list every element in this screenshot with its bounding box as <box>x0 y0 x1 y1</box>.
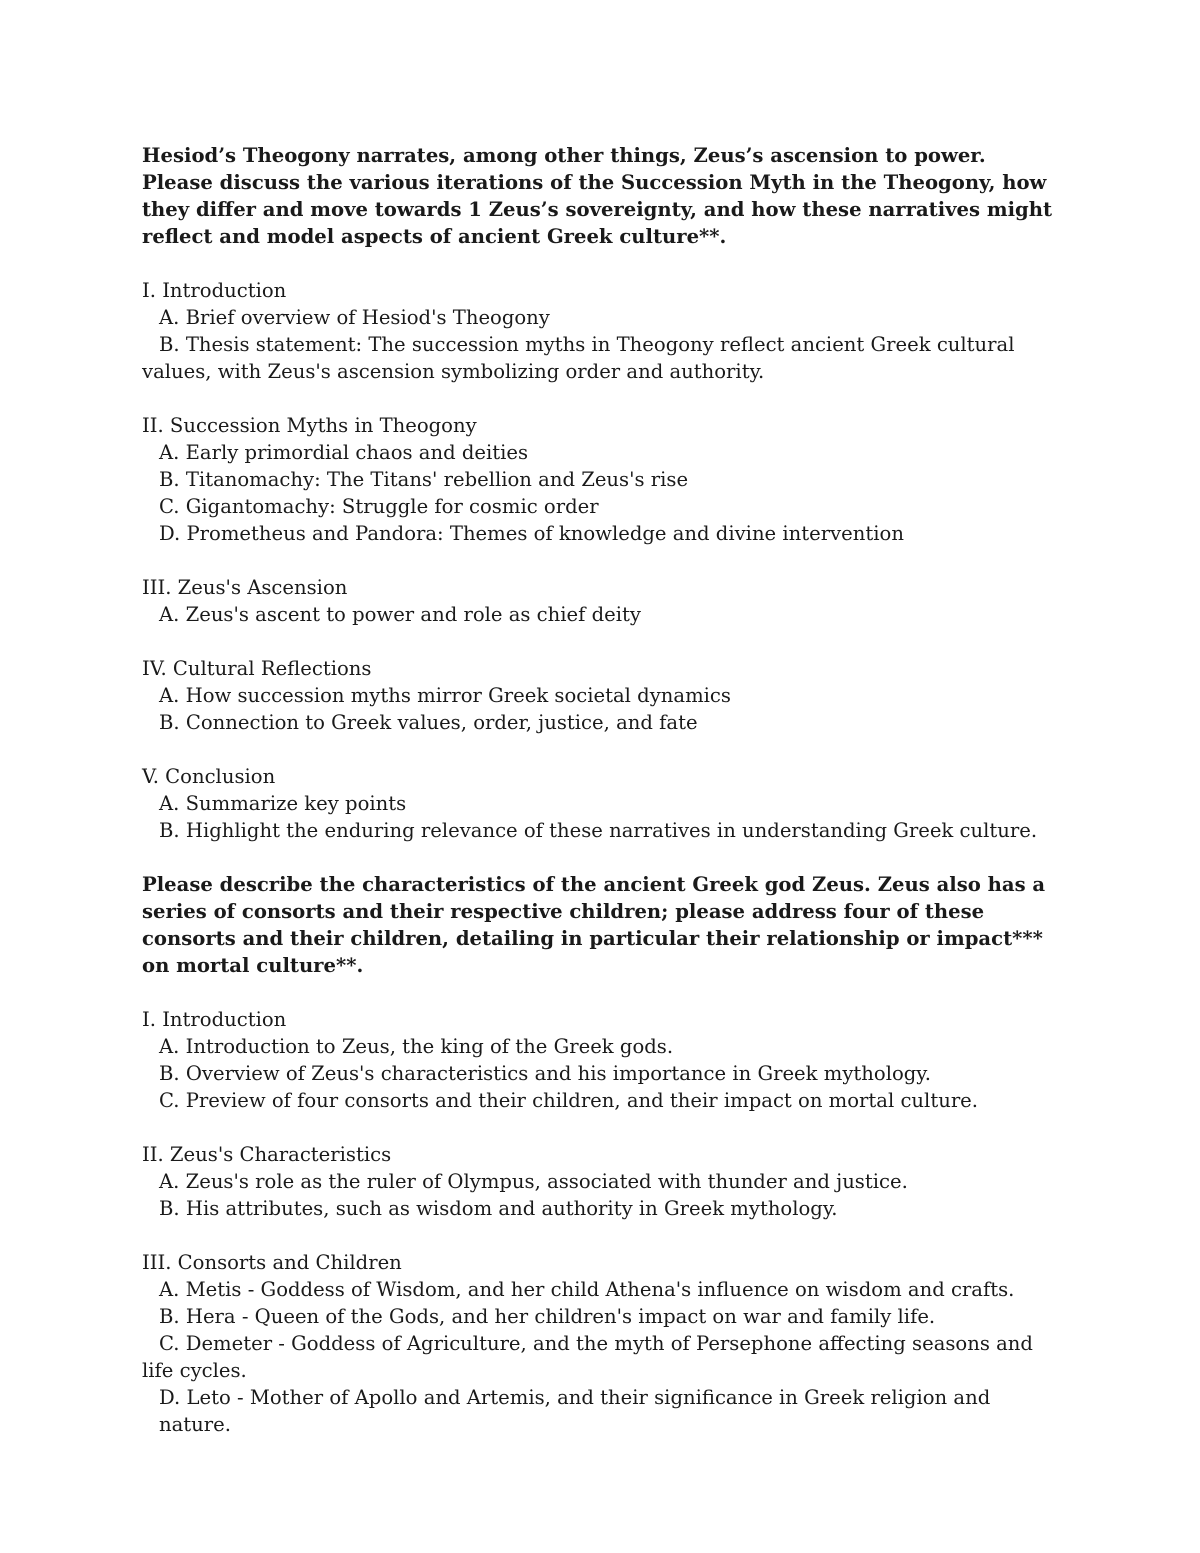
outline-item: A. Summarize key points <box>159 792 407 815</box>
outline-heading: I. Introduction <box>142 279 287 302</box>
spacer <box>142 628 1062 655</box>
outline-item: A. Zeus's role as the ruler of Olympus, associated with thunder and justice. <box>159 1170 908 1193</box>
spacer <box>142 1222 1062 1249</box>
spacer <box>142 1114 1062 1141</box>
spacer <box>142 250 1062 277</box>
outline-item: B. Titanomachy: The Titans' rebellion and Zeus's rise <box>159 468 689 491</box>
outline-item: B. Hera - Queen of the Gods, and her children's impact on war and family life. <box>159 1305 936 1328</box>
outline-item: A. Zeus's ascent to power and role as chief deity <box>159 603 641 626</box>
outline-item: C. Demeter - Goddess of Agriculture, and the myth of Persephone affecting seasons and life cycles. <box>142 1332 1033 1382</box>
outline-item: B. Thesis statement: The succession myths in Theogony reflect ancient Greek cultural values, with Zeus's ascension symbolizing order and authority. <box>142 333 1015 383</box>
outline-heading: II. Zeus's Characteristics <box>142 1143 392 1166</box>
outline-item: C. Preview of four consorts and their children, and their impact on mortal culture. <box>159 1089 979 1112</box>
outline-item: B. Overview of Zeus's characteristics and his importance in Greek mythology. <box>159 1062 931 1085</box>
spacer <box>142 844 1062 871</box>
outline-heading: III. Consorts and Children <box>142 1251 402 1274</box>
outline-2 <box>142 1006 1062 1438</box>
outline-heading: III. Zeus's Ascension <box>142 576 348 599</box>
outline-1 <box>142 277 1062 844</box>
question-prompt-2: Please describe the characteristics of the ancient Greek god Zeus. Zeus also has a series of consorts and their respective children; please address four of these consorts and their children, detailing in particular their relationship or impact*** on mortal culture**. <box>142 873 1046 977</box>
outline-item: D. Prometheus and Pandora: Themes of knowledge and divine intervention <box>159 522 904 545</box>
outline-item: B. His attributes, such as wisdom and authority in Greek mythology. <box>159 1197 838 1220</box>
outline-item: B. Highlight the enduring relevance of these narratives in understanding Greek culture. <box>159 819 1038 842</box>
question-prompt-1: Hesiod’s Theogony narrates, among other things, Zeus’s ascension to power. Please discuss the various iterations of the Succession Myth in the Theogony, how they differ and move towards 1 Zeus’s sovereignty, and how these narratives might reflect and model aspects of ancient Greek culture**. <box>142 144 1053 248</box>
outline-item: A. Metis - Goddess of Wisdom, and her child Athena's influence on wisdom and crafts. <box>159 1278 1015 1301</box>
spacer <box>142 385 1062 412</box>
spacer <box>142 547 1062 574</box>
outline-item: A. How succession myths mirror Greek societal dynamics <box>159 684 731 707</box>
outline-heading: I. Introduction <box>142 1008 287 1031</box>
spacer <box>142 736 1062 763</box>
outline-item: A. Early primordial chaos and deities <box>159 441 529 464</box>
document-page <box>142 142 1062 1438</box>
spacer <box>142 979 1062 1006</box>
outline-heading: V. Conclusion <box>142 765 276 788</box>
outline-heading: IV. Cultural Reflections <box>142 657 372 680</box>
outline-item: C. Gigantomachy: Struggle for cosmic order <box>159 495 599 518</box>
outline-item: A. Introduction to Zeus, the king of the Greek gods. <box>159 1035 674 1058</box>
outline-item: D. Leto - Mother of Apollo and Artemis, and their significance in Greek religion and nature. <box>159 1386 991 1436</box>
outline-item: A. Brief overview of Hesiod's Theogony <box>159 306 550 329</box>
outline-item: B. Connection to Greek values, order, justice, and fate <box>159 711 698 734</box>
outline-heading: II. Succession Myths in Theogony <box>142 414 477 437</box>
